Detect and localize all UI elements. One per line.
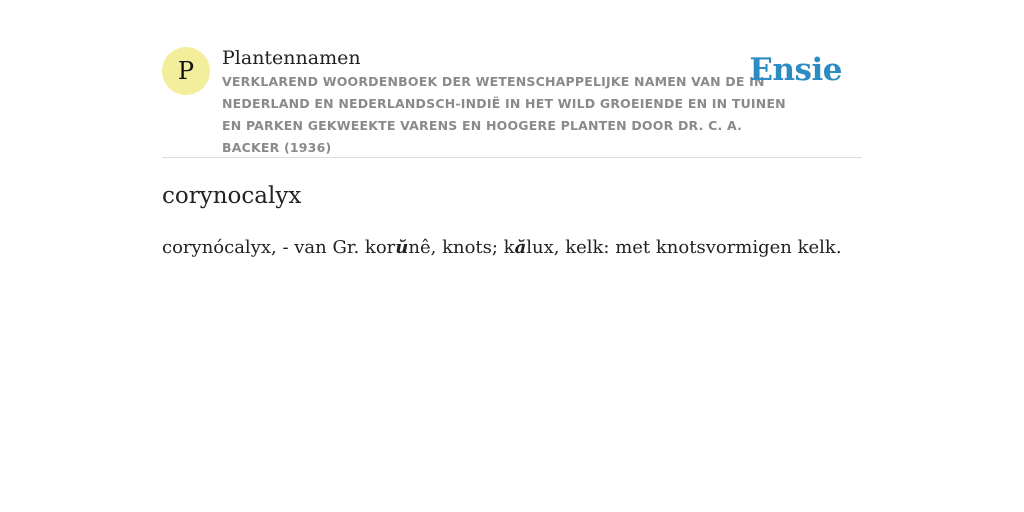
page-container xyxy=(162,0,862,258)
source-avatar[interactable] xyxy=(162,47,210,95)
definition-part-2: nê, knots; k xyxy=(408,237,515,258)
source-description: VERKLAREND WOORDENBOEK DER WETENSCHAPPELIJKE NAMEN VAN DE IN NEDERLAND EN NEDERLANDSCH-INDIË IN HET WILD GROEIENDE EN IN TUINEN EN PARKEN GEKWEEKTE VARENS EN HOOGERE PLANTEN DOOR DR. C. A. BACKER (1936) xyxy=(222,74,786,155)
ensie-logo-link[interactable]: Ensie xyxy=(749,52,842,88)
source-header xyxy=(162,0,862,158)
entry-definition xyxy=(162,235,862,261)
definition-part-3: lux, kelk: met knotsvormigen kelk. xyxy=(526,237,842,258)
avatar-letter: P xyxy=(177,57,195,85)
definition-vowel-1: ŭ xyxy=(395,237,409,258)
definition-vowel-2: ă xyxy=(514,237,527,258)
source-title-link[interactable]: Plantennamen xyxy=(222,47,361,69)
definition-part-1: corynócalyx, - van Gr. kor xyxy=(162,237,396,258)
entry-term: corynocalyx xyxy=(162,183,302,209)
